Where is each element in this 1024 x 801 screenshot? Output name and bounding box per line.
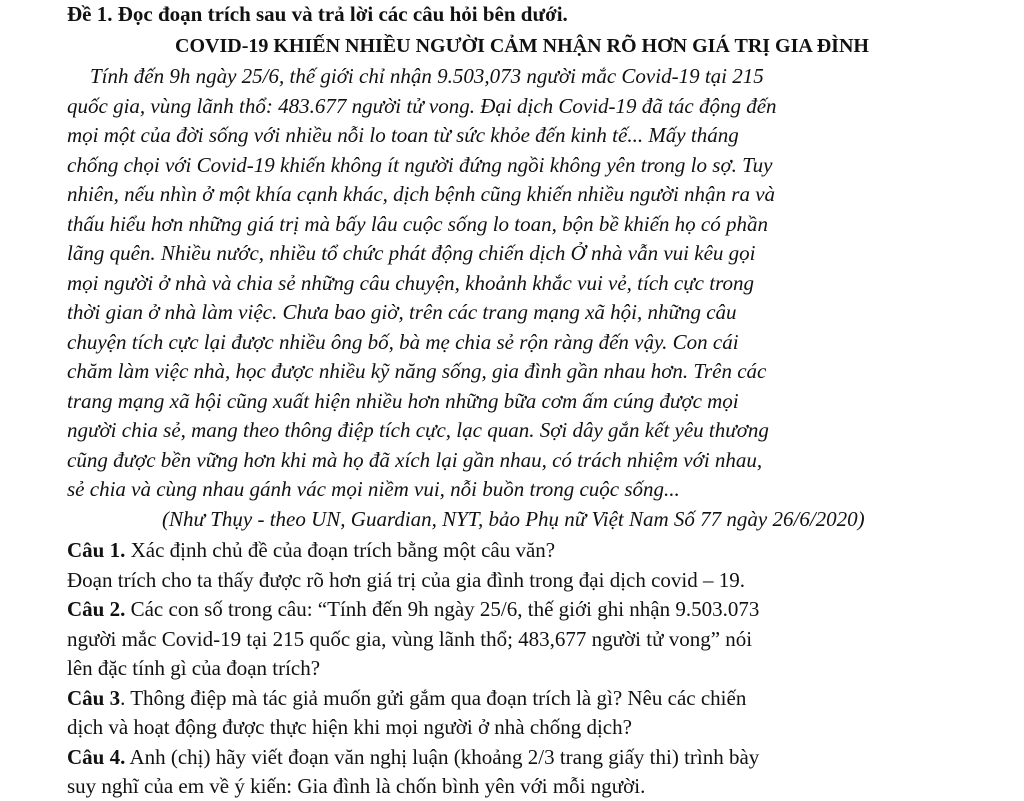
article-line: cũng được bền vững hơn khi mà họ đã xích lại gần nhau, có trách nhiệm với nhau,: [67, 448, 763, 472]
article-line: người chia sẻ, mang theo thông điệp tích cực, lạc quan. Sợi dây gắn kết yêu thương: [67, 418, 769, 442]
question-2-text: Các con số trong câu: “Tính đến 9h ngày 25/6, thế giới ghi nhận 9.503.073: [125, 597, 760, 621]
question-2-label: Câu 2.: [67, 597, 126, 621]
article-source: (Như Thụy - theo UN, Guardian, NYT, bảo Phụ nữ Việt Nam Số 77 ngày 26/6/2020): [162, 507, 865, 531]
article-line: lãng quên. Nhiều nước, nhiều tổ chức phát động chiến dịch Ở nhà vẫn vui kêu gọi: [67, 241, 756, 265]
article-line: sẻ chia và cùng nhau gánh vác mọi niềm vui, nỗi buồn trong cuộc sống...: [67, 477, 680, 501]
article-line: Tính đến 9h ngày 25/6, thế giới chỉ nhận 9.503,073 người mắc Covid-19 tại 215: [90, 64, 764, 88]
question-3: [67, 686, 1024, 711]
question-3-text: . Thông điệp mà tác giả muốn gửi gắm qua đoạn trích là gì? Nêu các chiến: [120, 686, 747, 710]
exam-heading-text: Đọc đoạn trích sau và trả lời các câu hỏi bên dưới.: [117, 2, 568, 26]
article-line: mọi người ở nhà và chia sẻ những câu chuyện, khoảnh khắc vui vẻ, tích cực trong: [67, 271, 754, 295]
question-1-label: Câu 1.: [67, 538, 126, 562]
question-4-label: Câu 4.: [67, 745, 126, 769]
question-2-text-line: lên đặc tính gì của đoạn trích?: [67, 656, 321, 680]
article-line: thấu hiểu hơn những giá trị mà bấy lâu cuộc sống lo toan, bộn bề khiến họ có phần: [67, 212, 768, 236]
question-4-text-line: suy nghĩ của em về ý kiến: Gia đình là chốn bình yên với mỗi người.: [67, 774, 646, 798]
article-line: chuyện tích cực lại được nhiều ông bố, bà mẹ chia sẻ rộn ràng đến vậy. Con cái: [67, 330, 739, 354]
question-4-text: Anh (chị) hãy viết đoạn văn nghị luận (khoảng 2/3 trang giấy thi) trình bày: [125, 745, 760, 769]
article-line: nhiên, nếu nhìn ở một khía cạnh khác, dịch bệnh cũng khiến nhiều người nhận ra và: [67, 182, 776, 206]
article-line: chăm làm việc nhà, học được nhiều kỹ năng sống, gia đình gần nhau hơn. Trên các: [67, 359, 767, 383]
question-3-label: Câu 3: [67, 686, 121, 710]
article-line: quốc gia, vùng lãnh thổ: 483.677 người tử vong. Đại dịch Covid-19 đã tác động đến: [67, 94, 777, 118]
exam-heading-label: Đề 1.: [67, 2, 113, 26]
article-line: thời gian ở nhà làm việc. Chưa bao giờ, trên các trang mạng xã hội, những câu: [67, 300, 737, 324]
article-title: COVID-19 KHIẾN NHIỀU NGƯỜI CẢM NHẬN RÕ HƠN GIÁ TRỊ GIA ĐÌNH: [175, 35, 869, 57]
question-1-text: Xác định chủ đề của đoạn trích bằng một câu văn?: [125, 538, 556, 562]
article-line: chống chọi với Covid-19 khiến không ít người đứng ngồi không yên trong lo sợ. Tuy: [67, 153, 773, 177]
question-3-text-line: dịch và hoạt động được thực hiện khi mọi người ở nhà chống dịch?: [67, 715, 632, 739]
question-1: [67, 538, 1024, 563]
exam-heading: [67, 2, 1024, 27]
question-4: [67, 745, 1024, 770]
question-1-answer: Đoạn trích cho ta thấy được rõ hơn giá trị của gia đình trong đại dịch covid – 19.: [67, 568, 745, 592]
article-line: trang mạng xã hội cũng xuất hiện nhiều hơn những bữa cơm ấm cúng được mọi: [67, 389, 739, 413]
article-line: mọi một của đời sống với nhiều nỗi lo toan từ sức khỏe đến kinh tế... Mấy tháng: [67, 123, 739, 147]
question-2: [67, 597, 1024, 622]
question-2-text-line: người mắc Covid-19 tại 215 quốc gia, vùng lãnh thổ; 483,677 người tử vong” nói: [67, 627, 753, 651]
